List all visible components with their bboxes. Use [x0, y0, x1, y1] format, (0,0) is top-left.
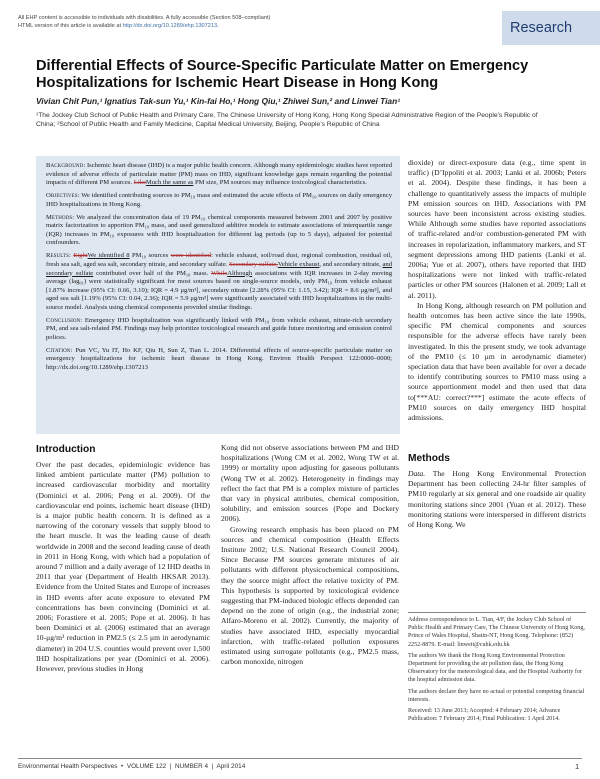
label-conclusion: Conclusion: [46, 316, 83, 324]
methods-heading: Methods [408, 453, 450, 464]
background-end: PM size, PM sources may influence toxicological characteristics. [194, 179, 367, 187]
introduction-heading: Introduction [36, 444, 96, 455]
results-deleted-5: While [211, 269, 228, 277]
intro-paragraph-1: Over the past decades, epidemiologic evidence has linked ambient particulate matter (PM) pollution to increased cardiovascular morbidity and mortality (Dominici et al. 2006; Peng et al. 2009). Of the cardiovascular end points, ischemic heart disease (IHD) is a major public health concern. It is defined as a narrowing of the coronary vessels that supply blood to the heart muscle. It was the leading cause of death worldwide in 2008 and the second leading cause of death in 2011 in Hong Kong, with which had a population of around 7 million and a daily average of 12 IHD deaths in 2011 that year (Department of Health HKSAR 2013). Evidence from the United States and Europe of increases in IHD events after acute exposure to elevated PM concentrations has been convincing (Dominici et al. 2006; Forastiere et al. 2005; Pope et al. 2006). It has been Dominici et al. (2006) estimated that an average 10-μg/m³ reduction in PM2.5 (≤ 2.5 μm in aerodynamic diameter) in 204 U.S. counties would prevent over 1,500 IHD hospitalizations per year (Dominici et al. 2006). However, previous studies in Hong [36, 460, 210, 674]
section-badge [502, 11, 600, 45]
results-inserted-4: and secondary sulfate [46, 260, 392, 277]
col2-paragraph-1: Kong did not observe associations between PM and IHD hospitalizations (Wong CM et al. 2002, Wong TW et al. 1999) or mortality upon adjusting for gaseous pollutants (Wong TW et al. 2002). Heterogeneity in findings may reflect the fact that PM is a complex mixture of particles that vary in physical attributes, chemical composition, solubility, and emission sources (Pope and Dockery 2006). [221, 443, 399, 524]
label-results: Results: [46, 252, 71, 260]
footnote-dates: Received: 13 June 2013; Accepted: 4 February 2014; Advance Publication: 7 February 2014; Final Publication: 1 April 2014. [408, 708, 561, 723]
label-objectives: Objectives: [46, 192, 80, 200]
body-column-1 [36, 460, 210, 674]
note-suffix: . [217, 23, 219, 29]
author-list: Vivian Chit Pun,¹ Ignatius Tak-sun Yu,¹ Kin-fai Ho,¹ Hong Qiu,¹ Zhiwei Sun,² and Linwei Tian¹ [36, 96, 400, 106]
body-column-2 [221, 443, 399, 667]
background-inserted: Much the same as [145, 179, 194, 187]
abstract-background [46, 162, 392, 188]
abstract-results [46, 252, 392, 312]
abstract-citation [46, 347, 392, 373]
results-inserted-3: Vehicle exhaust [277, 260, 320, 268]
citation-text: Pun VC, Yu IT, Ho KF, Qiu H, Sun Z, Tian L. 2014. Differential effects of source-specific particulate matter on emergency hospitalizations for ischemic heart disease in Hong Kong. Environ Health Perspect 122:0000–0000; http://dx.doi.org/10.1289/ehp.1307213 [46, 346, 392, 371]
results-inserted-1: We identified 8 [87, 252, 130, 260]
results-text-3: , and secondary nitrate, [319, 260, 381, 268]
data-paragraph [408, 469, 586, 530]
journal-name: Environmental Health Perspectives [18, 763, 118, 770]
abstract-objectives [46, 192, 392, 209]
results-end: associations with IQR increases in 2-day moving average (lag₀₁) were statistically significant for most sources based on single-source models, only PM₁₀ from vehicle exhaust [1.87% increase (95% CI: 0.66, 3.10); IQR = 4.9 μg/m³], secondary nitrate [2.28% (95% CI: 1.15, 3.42); IQR = 8.6 μg/m³], and aged sea salt [1.19% (95% CI: 0.04, 2.36); IQR = 5.9 μg/m³] were significantly associated with IHD hospitalizations in the multi-source model. Analysis using chemical components provided similar findings. [46, 269, 392, 311]
footnote-competing: The authors declare they have no actual or potential competing financial interests. [408, 688, 585, 703]
section-label: Research [510, 20, 573, 36]
page-number: 1 [575, 762, 580, 771]
page-footer: Environmental Health Perspectives • VOLUME 122 | NUMBER 4 | April 2014 [18, 763, 246, 770]
results-deleted-1: Eight [73, 252, 88, 260]
abstract-conclusion [46, 317, 392, 343]
footnote-divider [408, 612, 586, 613]
affiliations: ¹The Jockey Club School of Public Health and Primary Care, The Chinese University of Hong Kong, Hong Kong Special Administrative Region of the People’s Republic of China; ²School of Public Health and Family Medicine, Capital Medical University, Beijing, People’s Republic of China [36, 112, 538, 128]
results-inserted-5: Although [227, 269, 253, 277]
footnote-thanks: The authors We thank the Hong Kong Environmental Protection Department for providing the air pollution data, the Hong Kong Observatory for the meteorological data, and the Hospital Authority for the hospital admission data. [408, 652, 582, 684]
label-citation: Citation: [46, 346, 73, 354]
issue-date: April 2014 [216, 763, 246, 770]
col2-paragraph-2: Growing research emphasis has been placed on PM sources and chemical composition (Health Effects Institute 2002; U.S. National Research Council 2004). Since Because PM sources generate mixtures of air pollutants with different physicochemical compositions, they the source might affect the relative toxicity of PM. This hypothesis is supported by toxicological evidence suggesting that PM-induced biologic effects depended can depend on the zone of origin (e.g., the industrial zone; Alfaro-Moreno et al. 2002). Currently, the majority of studies have associated IHD, especially myocardial infarction, with traffic-related pollution exposures estimated using surrogate pollutants (e.g., PM2.5 mass, carbon monoxide, nitrogen [221, 524, 399, 667]
results-text-1: PM₁₀ sources [131, 252, 169, 260]
accessibility-note-line2 [18, 22, 438, 30]
footnote-address: Address correspondence to L. Tian, 4/F, the Jockey Club School of Public Health and Primary Care, The Chinese University of Hong Kong, Prince of Wales Hospital, Shatin-NT, Hong Kong. Telephone: (852) 2252-8879. E-mail: linweit@cuhk.edu.hk [408, 617, 585, 648]
col3-paragraph-2: In Hong Kong, although research on PM pollution and health outcomes has been active since the late 1990s, specific PM chemical components and sources responsible for the adverse effects have rarely been investigated. In this the present study, we took advantage of the PM10 (≤ 10 μm in aerodynamic diameter) speciation data that have been available for over a decade to identify contributing sources to PM10 mass using a source apportionment model and then used that data to[***AU: correct?***] estimate the acute effects of PM10 sources on daily emergency IHD hospital admissions. [408, 300, 586, 423]
body-column-3 [408, 158, 586, 423]
results-text-4: contributed over half of the PM₁₀ mass. [96, 269, 209, 277]
background-deleted: Like [133, 179, 146, 187]
methods-text: We analyzed the concentration data of 19 PM₁₀ chemical components measured between 2001 and 2007 by positive matrix factorization to apportion PM₁₀ mass, and used generalized additive models to estimate associations of interquartile range (IQR) increases in PM₁₀ exposures with IHD hospitalization for different lag periods (up to 5 days), adjusted for potential confounders. [46, 213, 393, 247]
conclusion-text: Emergency IHD hospitalization was significantly linked with PM₁₀ from vehicle exhaust, nitrate-rich secondary PM, and sea salt-related PM. Findings may help prioritize toxicological research and guide future monitoring and emission control polices. [46, 316, 392, 341]
abstract-box [36, 156, 400, 434]
accessibility-note-line1: All EHP content is accessible to individuals with disabilities. A fully accessible (Section 508–compliant) [18, 15, 271, 21]
background-text: Ischemic heart disease (IHD) is a major public health concern. Although many epidemiologic studies have reported evidence of adverse effects of particulate matter (PM) mass on IHD, significant knowledge gaps remain regarding the potential impacts of different PM sources. [46, 162, 392, 187]
footnotes [408, 616, 586, 726]
methods-column [408, 469, 586, 530]
label-background: Background: [46, 162, 86, 169]
doi-link[interactable]: http://dx.doi.org/10.1289/ehp.1307213 [122, 23, 218, 29]
volume: VOLUME 122 [126, 763, 167, 770]
note-prefix: HTML version of this article is available at [18, 23, 123, 29]
objectives-text: We identified contributing sources to PM₁₀ mass and estimated the acute effects of PM₁₀ sources on daily emergency IHD hospitalizations in Hong Kong. [46, 192, 393, 208]
data-label: Data. [408, 469, 426, 478]
results-text-2: : vehicle exhaust, soil/road dust, regional combustion, residual oil, fresh sea salt, aged sea salt, secondary nitrate, and secondary sulfate. [46, 252, 393, 268]
results-deleted-2: were identified [170, 252, 212, 260]
article-title: Differential Effects of Source-Specific Particulate Matter on Emergency Hospitalizations for Ischemic Heart Disease in Hong Kong [36, 58, 529, 91]
results-deleted-3: Secondary sulfate, [229, 260, 278, 268]
issue-number: NUMBER 4 [175, 763, 209, 770]
data-text: The Hong Kong Environmental Protection Department has been collecting 24-hr filter samples of PM10 regularly at six general and one roadside air quality monitoring stations since 2001 (Yuan et al. 2012). These monitoring stations were interspersed in different districts of Hong Kong. We [408, 469, 586, 530]
label-methods: Methods: [46, 213, 75, 221]
col3-paragraph-1: dioxide) or direct-exposure data (e.g., time spent in traffic) (D’Ippoliti et al. 2003; Lanki et al. 2006b; Peters et al. 2004). Despite these findings, it has been a challenge to quantitatively assess the impacts of multiple PM emission sources on IHD. Associations with PM sources have been inconsistent across existing studies. While Although some studies have reported associations of traffic-related and/or combustion-generated PM with increases in repolarization, inflammatory markers, and ST segment depressions among IHD patients (Lanki et al. 2006a; Yue et al. 2007), others have reported that IHD hospitalizations were not linked with traffic-related particles or other PM sources (Halonen et al. 2009; Lall et al. 2011). [408, 158, 586, 300]
abstract-methods [46, 214, 392, 248]
footer-divider [18, 758, 582, 759]
accessibility-note [18, 14, 438, 30]
